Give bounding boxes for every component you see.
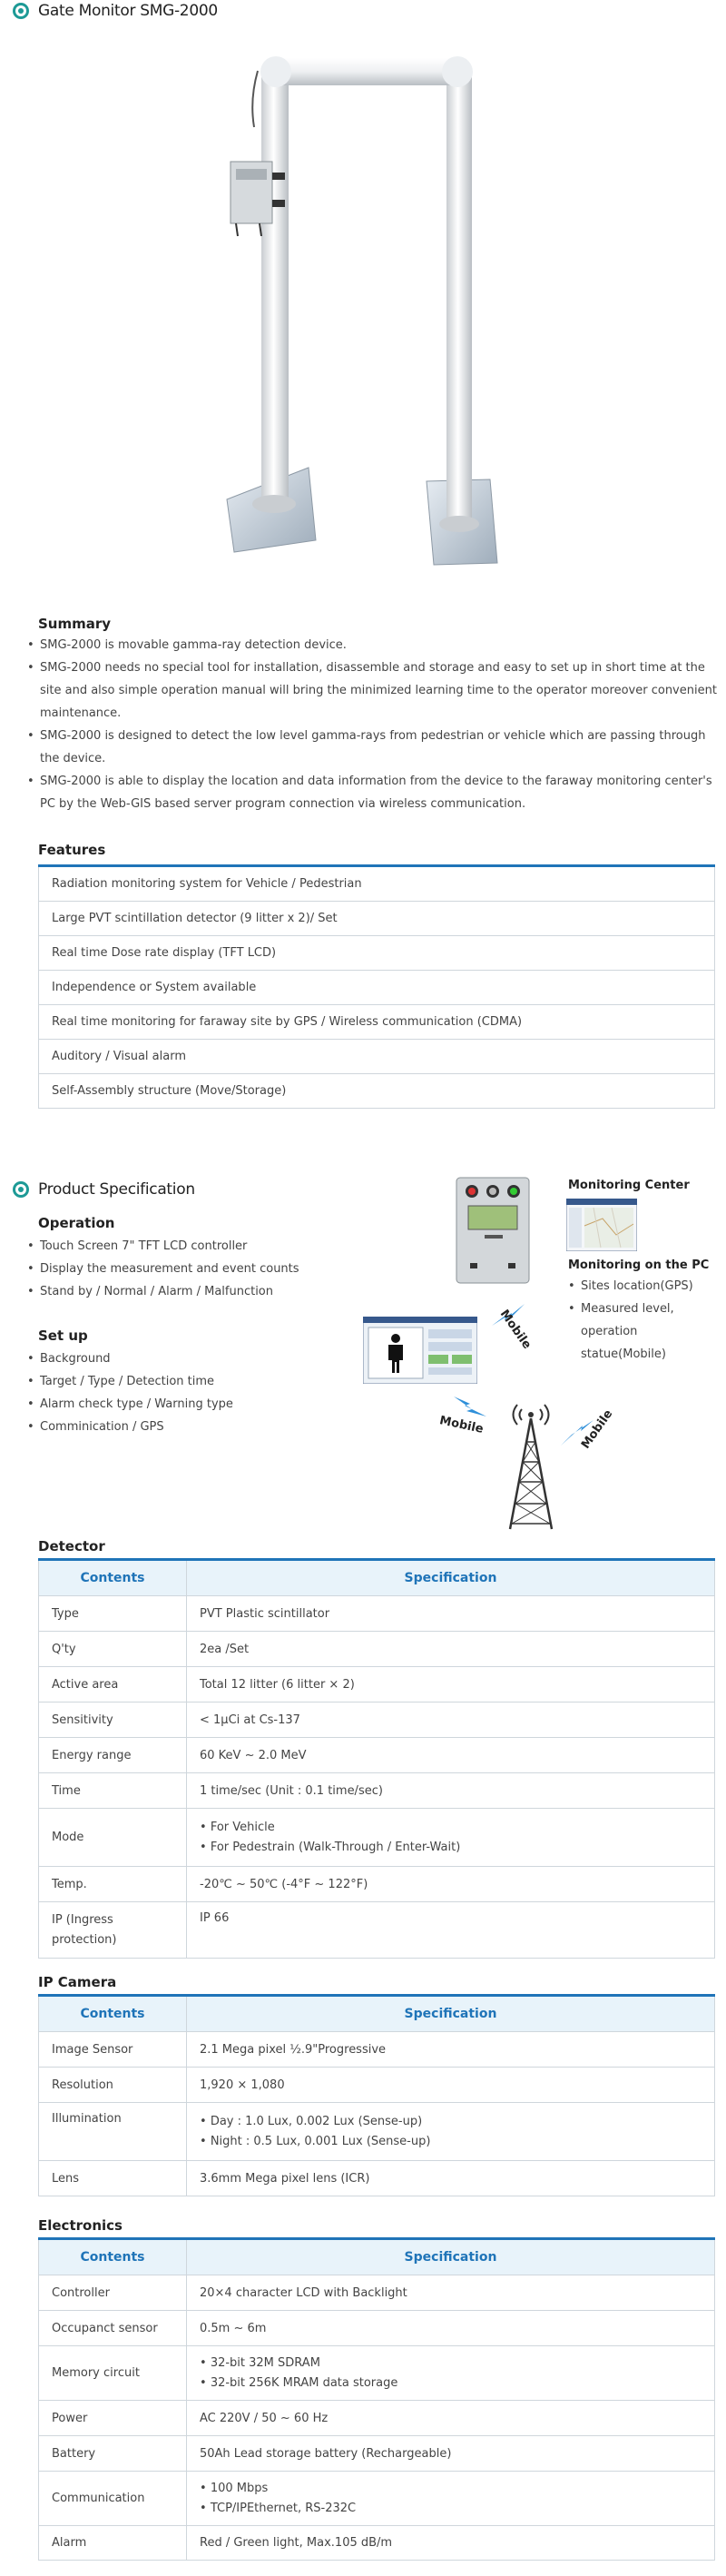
table-row-value: < 1μCi at Cs-137 (187, 1703, 715, 1738)
table-row-value: 60 KeV ~ 2.0 MeV (187, 1738, 715, 1773)
value-list-item: • Day : 1.0 Lux, 0.002 Lux (Sense-up) (200, 2112, 701, 2132)
electronics-heading: Electronics (38, 2217, 123, 2234)
value-list-item: • 32-bit 32M SDRAM (200, 2354, 701, 2374)
table-row-value: 1,920 × 1,080 (187, 2068, 715, 2103)
ip-camera-heading: IP Camera (38, 1974, 117, 1990)
table-row-key: Active area (39, 1667, 187, 1703)
table-row-value (187, 1809, 715, 1867)
table-row-key: Communication (39, 2472, 187, 2526)
mobile-label: Mobile (496, 1308, 535, 1352)
contents-column-header: Contents (39, 1996, 187, 2032)
feature-row: Independence or System available (38, 971, 715, 1005)
product-spec-title: Product Specification (38, 1180, 195, 1199)
section-title-gate-monitor (13, 2, 218, 20)
value-list-item: • 32-bit 256K MRAM data storage (200, 2374, 701, 2393)
pc-screen-image (363, 1317, 477, 1384)
specification-column-header: Specification (187, 1560, 715, 1596)
gate-monitor-product-image (209, 45, 517, 572)
electronics-table (38, 2237, 715, 2561)
operation-item: • Touch Screen 7" TFT LCD controller (27, 1235, 354, 1258)
specification-column-header: Specification (187, 1996, 715, 2032)
table-row-key: Mode (39, 1809, 187, 1867)
pc-items-list (568, 1275, 722, 1366)
gate-monitor-title: Gate Monitor SMG-2000 (38, 2, 218, 20)
table-row-key: Temp. (39, 1867, 187, 1902)
wireless-signal-icon (452, 1393, 488, 1420)
summary-item: • SMG-2000 is movable gamma-ray detection device. (27, 634, 717, 656)
summary-item: • SMG-2000 is designed to detect the low level gamma-rays from pedestrian or vehicle which are passing through the device. (27, 725, 717, 770)
table-row-value: IP 66 (187, 1902, 715, 1959)
table-row-key: Controller (39, 2275, 187, 2311)
contents-column-header: Contents (39, 2239, 187, 2275)
setup-item: • Comminication / GPS (27, 1416, 354, 1438)
monitoring-pc-label: Monitoring on the PC (568, 1258, 710, 1272)
table-row-key: Q'ty (39, 1632, 187, 1667)
target-bullet-icon (13, 3, 29, 19)
section-title-product-spec (13, 1180, 195, 1199)
ip-camera-table (38, 1994, 715, 2196)
features-heading: Features (38, 842, 106, 858)
table-row-key: IP (Ingress protection) (39, 1902, 187, 1959)
table-row-key: Image Sensor (39, 2032, 187, 2068)
contents-column-header: Contents (39, 1560, 187, 1596)
table-row-value: AC 220V / 50 ~ 60 Hz (187, 2401, 715, 2436)
feature-row: Real time Dose rate display (TFT LCD) (38, 936, 715, 971)
table-row-value: 2ea /Set (187, 1632, 715, 1667)
pc-item: • Measured level, operation statue(Mobile) (568, 1298, 722, 1366)
table-row-key: Occupanct sensor (39, 2311, 187, 2346)
summary-list (27, 634, 717, 815)
table-row-key: Battery (39, 2436, 187, 2472)
value-list-item: • 100 Mbps (200, 2479, 701, 2499)
monitoring-center-label: Monitoring Center (568, 1179, 690, 1192)
value-list-item: • Night : 0.5 Lux, 0.001 Lux (Sense-up) (200, 2132, 701, 2152)
table-row-value: 50Ah Lead storage battery (Rechargeable) (187, 2436, 715, 2472)
operation-heading: Operation (38, 1215, 115, 1231)
table-row-key: Time (39, 1773, 187, 1809)
map-screen-image (566, 1199, 637, 1251)
summary-item: • SMG-2000 is able to display the location and data information from the device to the faraway monitoring center's PC by the Web-GIS based server program connection via wireless communication. (27, 770, 717, 815)
summary-heading: Summary (38, 616, 112, 632)
summary-item: • SMG-2000 needs no special tool for installation, disassemble and storage and easy to set up in short time at the site and also simple operation manual will bring the minimized learning time to the operator moreover convenient maintenance. (27, 656, 717, 725)
setup-list (27, 1347, 354, 1438)
setup-item: • Background (27, 1347, 354, 1370)
operation-item: • Stand by / Normal / Alarm / Malfunction (27, 1280, 354, 1303)
mobile-label: Mobile (579, 1406, 616, 1452)
table-row-value: Red / Green light, Max.105 dB/m (187, 2526, 715, 2561)
value-list-item: • For Pedestrain (Walk-Through / Enter-Wait) (200, 1838, 701, 1858)
features-table (38, 864, 715, 1109)
table-row-value: PVT Plastic scintillator (187, 1596, 715, 1632)
table-row-key: Lens (39, 2161, 187, 2196)
value-list-item: • For Vehicle (200, 1818, 701, 1838)
pc-item: • Sites location(GPS) (568, 1275, 722, 1298)
value-list-item: • TCP/IPEthernet, RS-232C (200, 2499, 701, 2519)
table-row-key: Alarm (39, 2526, 187, 2561)
table-row-value: Total 12 litter (6 litter × 2) (187, 1667, 715, 1703)
detector-heading: Detector (38, 1538, 105, 1554)
mobile-label: Mobile (437, 1414, 485, 1436)
table-row-key: Energy range (39, 1738, 187, 1773)
operation-item: • Display the measurement and event counts (27, 1258, 354, 1280)
table-row-value: 0.5m ~ 6m (187, 2311, 715, 2346)
setup-item: • Alarm check type / Warning type (27, 1393, 354, 1416)
table-row-value: -20℃ ~ 50℃ (-4°F ~ 122°F) (187, 1867, 715, 1902)
setup-heading: Set up (38, 1327, 88, 1344)
feature-row: Self-Assembly structure (Move/Storage) (38, 1074, 715, 1109)
feature-row: Auditory / Visual alarm (38, 1040, 715, 1074)
specification-column-header: Specification (187, 2239, 715, 2275)
table-row-value: 2.1 Mega pixel ½.9"Progressive (187, 2032, 715, 2068)
feature-row: Radiation monitoring system for Vehicle / Pedestrian (38, 867, 715, 902)
cell-tower-icon (499, 1397, 563, 1533)
controller-device-image (456, 1177, 530, 1284)
table-row-value (187, 2103, 715, 2161)
table-row-value: 1 time/sec (Unit : 0.1 time/sec) (187, 1773, 715, 1809)
table-row-value: 20×4 character LCD with Backlight (187, 2275, 715, 2311)
table-row-value: 3.6mm Mega pixel lens (ICR) (187, 2161, 715, 2196)
table-row-key: Sensitivity (39, 1703, 187, 1738)
setup-item: • Target / Type / Detection time (27, 1370, 354, 1393)
table-row-key: Memory circuit (39, 2346, 187, 2401)
table-row-key: Resolution (39, 2068, 187, 2103)
system-diagram (354, 1171, 717, 1544)
detector-table (38, 1558, 715, 1959)
feature-row: Large PVT scintillation detector (9 litter x 2)/ Set (38, 902, 715, 936)
table-row-value (187, 2346, 715, 2401)
operation-list (27, 1235, 354, 1303)
feature-row: Real time monitoring for faraway site by GPS / Wireless communication (CDMA) (38, 1005, 715, 1040)
table-row-key: Type (39, 1596, 187, 1632)
target-bullet-icon (13, 1181, 29, 1198)
table-row-value (187, 2472, 715, 2526)
table-row-key: Power (39, 2401, 187, 2436)
table-row-key: Illumination (39, 2103, 187, 2161)
